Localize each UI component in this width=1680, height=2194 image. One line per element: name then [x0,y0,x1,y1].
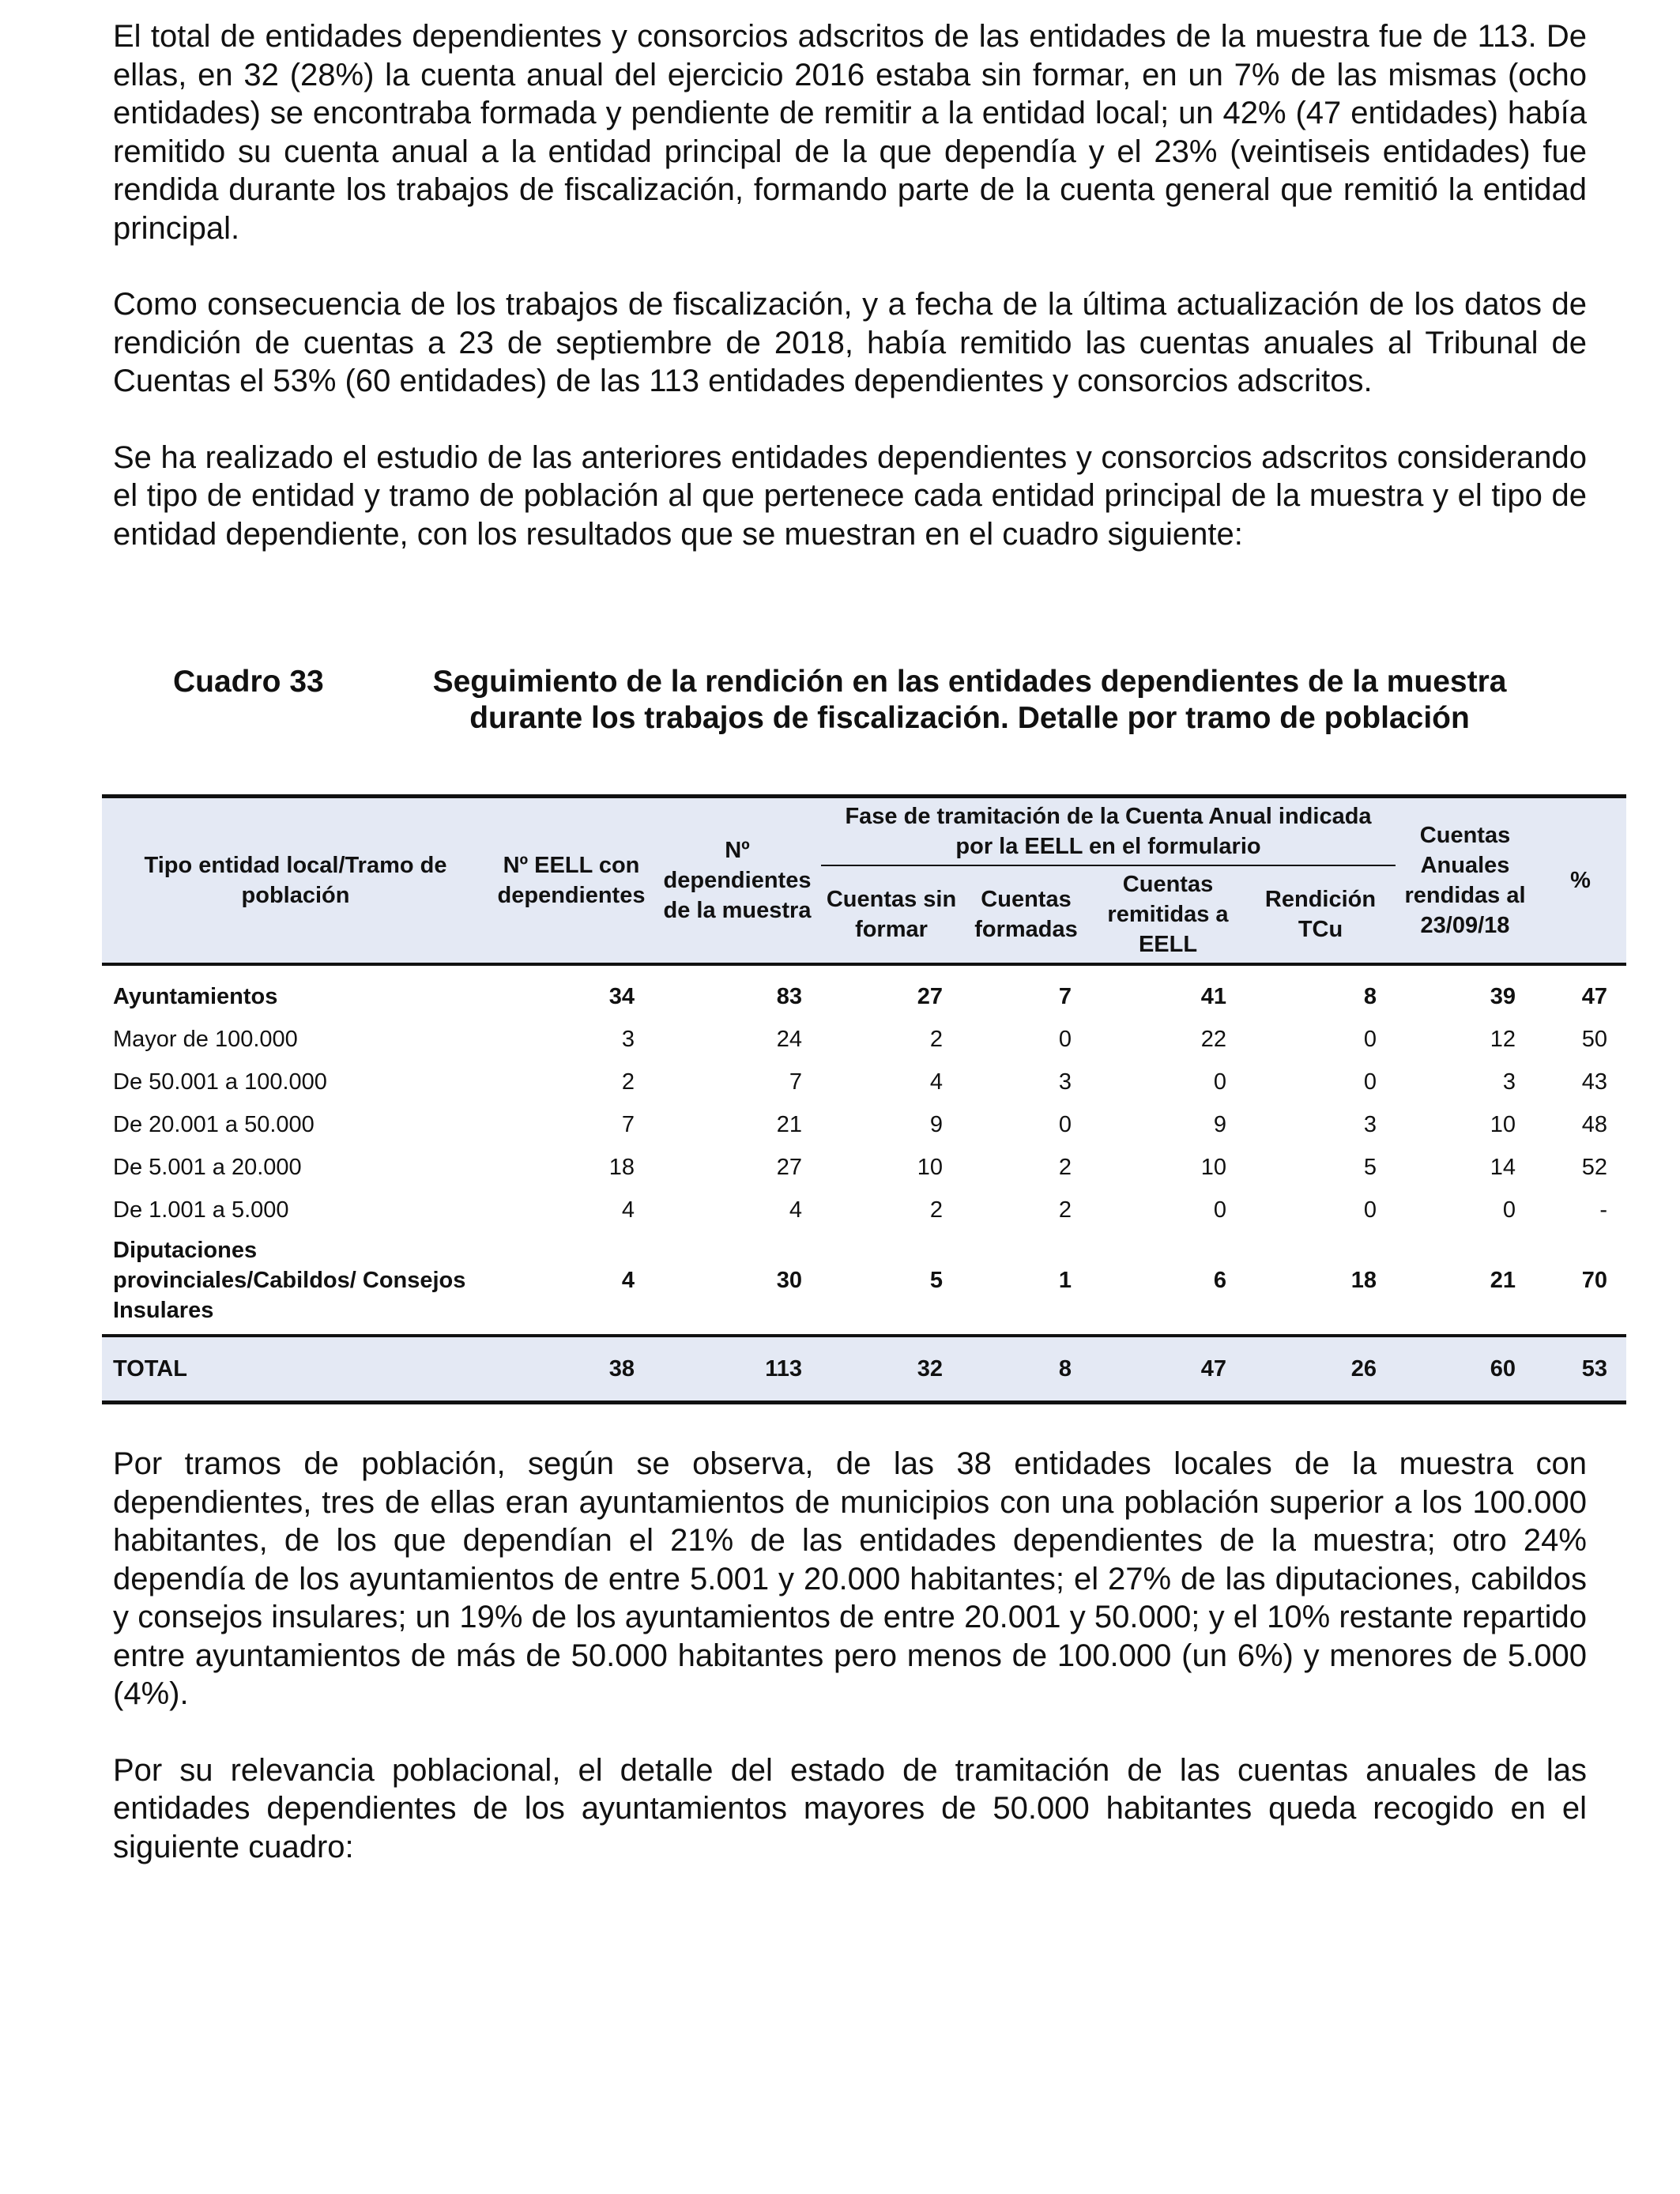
cell-pct: 47 [1581,983,1607,1009]
total-rend: 60 [1396,1336,1535,1403]
cell-dep: 27 [776,1154,802,1180]
paragraph-2: Como consecuencia de los trabajos de fiscalización, y a fecha de la última actualización de los datos de rendición de cuentas a 23 de septiembre de 2018, había remitido las cuentas anuales al Tribunal de Cuentas el 53% (60 entidades) de las 113 entidades dependientes y consorcios adscritos. [113,287,1587,398]
table-row [102,1018,1626,1061]
paragraph-3: Se ha realizado el estudio de las anteriores entidades dependientes y consorcios adscritos considerando el tipo de entidad y tramo de población al que pertenece cada entidad principal de la muestra y el tipo de entidad dependiente, con los resultados que se muestran en el cuadro siguiente: [113,439,1587,552]
cell-rem: 22 [1200,1026,1226,1052]
cell-rend: 14 [1490,1154,1516,1180]
total-eell: 38 [489,1336,654,1403]
cell-form: 0 [1058,1026,1072,1052]
cell-pct: - [1599,1197,1607,1223]
cell-dep: 21 [776,1111,802,1137]
paragraphs-after [113,1445,1587,1866]
row-label: Ayuntamientos [113,983,278,1009]
total-pct: 53 [1535,1336,1626,1403]
cell-eell: 18 [608,1154,635,1180]
header-tipo: Tipo entidad local/Tramo de población [102,797,489,965]
row-label: De 5.001 a 20.000 [113,1154,302,1180]
cell-tcu: 3 [1363,1111,1377,1137]
cell-sin: 2 [929,1197,943,1223]
cell-pct: 70 [1581,1268,1607,1293]
header-sin-formar: Cuentas sin formar [821,865,962,964]
document-page [113,17,1607,1864]
row-label: De 1.001 a 5.000 [113,1197,289,1223]
total-row [102,1336,1626,1403]
cell-rem: 10 [1200,1154,1226,1180]
cell-pct: 50 [1581,1026,1607,1052]
row-label: De 20.001 a 50.000 [113,1111,315,1137]
cell-form: 3 [1058,1069,1072,1095]
cell-form: 1 [1058,1268,1072,1293]
cell-pct: 48 [1581,1111,1607,1137]
cell-dep: 24 [776,1026,802,1052]
table-row [102,1146,1626,1189]
caption-line-1: Seguimiento de la rendición en las entidades dependientes de la muestra [432,665,1507,699]
cell-eell: 4 [621,1197,635,1223]
cell-rend: 10 [1490,1111,1516,1137]
cell-form: 0 [1058,1111,1072,1137]
total-sin: 32 [821,1336,962,1403]
cell-dep: 83 [776,983,802,1009]
total-tcu: 26 [1245,1336,1396,1403]
caption-line-2: durante los trabajos de fiscalización. Detalle por tramo de población [469,701,1470,735]
header-remitidas: Cuentas remitidas a EELL [1090,865,1245,964]
caption-number: Cuadro 33 [173,665,324,699]
cell-rend: 0 [1502,1197,1516,1223]
cell-rend: 3 [1502,1069,1516,1095]
row-label: De 50.001 a 100.000 [113,1069,327,1095]
cell-rend: 12 [1490,1026,1516,1052]
table-row [102,1189,1626,1231]
header-pct: % [1535,797,1626,965]
cell-rend: 21 [1490,1268,1516,1293]
paragraph-4: Por tramos de población, según se observa, de las 38 entidades locales de la muestra con dependientes, tres de ellas eran ayuntamientos de municipios con una población superior a los 100.000 habitantes, de los que dependían el 21% de las entidades dependientes de la muestra; otro 24% dependía de los ayuntamientos de entre 5.001 y 20.000 habitantes; el 27% de las diputaciones, cabildos y consejos insulares; un 19% de los ayuntamientos de entre 20.001 y 50.000; y el 10% restante repartido entre ayuntamientos de más de 50.000 habitantes pero menos de 100.000 (un 6%) y menores de 5.000 (4%). [113,1446,1587,1711]
cell-rem: 0 [1213,1069,1226,1095]
cell-sin: 4 [929,1069,943,1095]
table-row [102,1061,1626,1103]
cell-pct: 52 [1581,1154,1607,1180]
cell-sin: 27 [917,983,943,1009]
cell-eell: 3 [621,1026,635,1052]
cell-rend: 39 [1490,983,1516,1009]
cell-eell: 4 [621,1268,635,1293]
header-fase: Fase de tramitación de la Cuenta Anual indicada por la EELL en el formulario [821,797,1396,866]
cell-form: 7 [1058,983,1072,1009]
cell-tcu: 0 [1363,1026,1377,1052]
table-row [102,1231,1626,1336]
table-row [102,964,1626,1018]
cell-form: 2 [1058,1154,1072,1180]
row-label: Mayor de 100.000 [113,1026,298,1052]
cell-sin: 5 [929,1268,943,1293]
header-rendidas: Cuentas Anuales rendidas al 23/09/18 [1396,797,1535,965]
table-row [102,1103,1626,1146]
cell-tcu: 0 [1363,1069,1377,1095]
cell-dep: 30 [776,1268,802,1293]
table-caption [173,664,1595,737]
cell-rem: 6 [1213,1268,1226,1293]
cell-tcu: 5 [1363,1154,1377,1180]
cell-rem: 9 [1213,1111,1226,1137]
total-rem: 47 [1090,1336,1245,1403]
cell-sin: 10 [917,1154,943,1180]
paragraph-1: El total de entidades dependientes y consorcios adscritos de las entidades de la muestra fue de 113. De ellas, en 32 (28%) la cuenta anual del ejercicio 2016 estaba sin formar, en un 7% de las mismas (ocho entidades) se encontraba formada y pendiente de remitir a la entidad local; un 42% (47 entidades) había remitido su cuenta anual a la entidad principal de la que dependía y el 23% (veintiseis entidades) fue rendida durante los trabajos de fiscalización, formando parte de la cuenta general que remitió la entidad principal. [113,19,1587,246]
cell-dep: 7 [789,1069,802,1095]
cell-dep: 4 [789,1197,802,1223]
cell-rem: 41 [1200,983,1226,1009]
cell-eell: 7 [621,1111,635,1137]
cell-tcu: 18 [1350,1268,1377,1293]
header-rendicion: Rendición TCu [1245,865,1396,964]
cell-sin: 9 [929,1111,943,1137]
row-label: Diputaciones provinciales/Cabildos/ Consejos Insulares [113,1238,466,1323]
header-eell: Nº EELL con dependientes [489,797,654,965]
paragraph-5: Por su relevancia poblacional, el detalle del estado de tramitación de las cuentas anuales de las entidades dependientes de los ayuntamientos mayores de 50.000 habitantes queda recogido en el siguiente cuadro: [113,1752,1587,1864]
cell-eell: 34 [608,983,635,1009]
header-dependientes: Nº dependientes de la muestra [654,797,821,965]
total-label: TOTAL [102,1336,489,1403]
caption-title [367,664,1595,737]
rendition-table [102,794,1626,1404]
cell-pct: 43 [1581,1069,1607,1095]
total-form: 8 [962,1336,1090,1403]
cell-tcu: 0 [1363,1197,1377,1223]
header-formadas: Cuentas formadas [962,865,1090,964]
cell-eell: 2 [621,1069,635,1095]
cell-rem: 0 [1213,1197,1226,1223]
cell-sin: 2 [929,1026,943,1052]
cell-tcu: 8 [1363,983,1377,1009]
total-dep: 113 [654,1336,821,1403]
cell-form: 2 [1058,1197,1072,1223]
